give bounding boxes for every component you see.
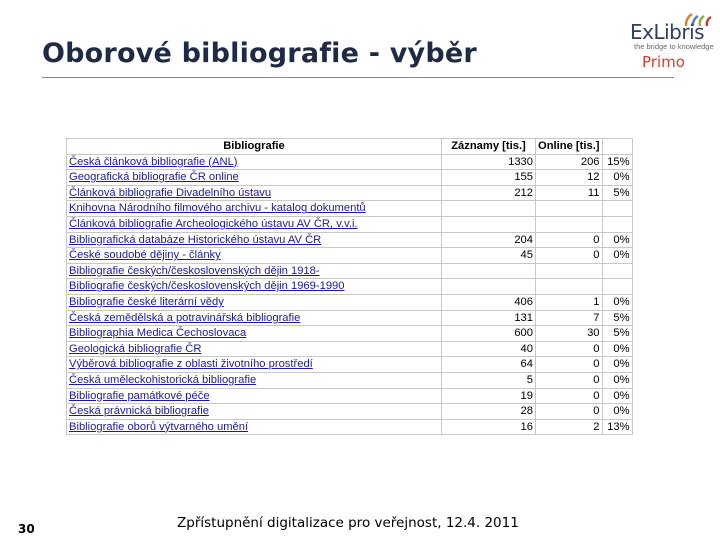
header-name: Bibliografie (67, 139, 442, 155)
bibliography-link[interactable]: České soudobé dějiny - články (67, 248, 442, 264)
online-cell: 0 (536, 372, 603, 388)
percent-cell (602, 201, 632, 217)
records-cell (442, 279, 536, 295)
online-cell: 0 (536, 341, 603, 357)
table-row (67, 216, 633, 232)
records-cell (442, 263, 536, 279)
table-row (67, 326, 633, 342)
online-cell: 0 (536, 404, 603, 420)
bibliography-table-wrapper (66, 138, 633, 435)
bibliography-link[interactable]: Česká zemědělská a potravinářská bibliografie (67, 310, 442, 326)
percent-cell: 5% (602, 185, 632, 201)
percent-cell: 5% (602, 310, 632, 326)
table-header-row (67, 139, 633, 155)
records-cell: 19 (442, 388, 536, 404)
table-row (67, 388, 633, 404)
logo-libris: Libris (653, 20, 705, 44)
percent-cell: 0% (602, 294, 632, 310)
percent-cell: 0% (602, 248, 632, 264)
records-cell: 5 (442, 372, 536, 388)
records-cell: 131 (442, 310, 536, 326)
bibliography-link[interactable]: Česká uměleckohistorická bibliografie (67, 372, 442, 388)
table-row (67, 263, 633, 279)
logo-tagline: the bridge to knowledge (634, 42, 714, 51)
online-cell: 0 (536, 232, 603, 248)
records-cell: 45 (442, 248, 536, 264)
percent-cell: 0% (602, 372, 632, 388)
percent-cell: 5% (602, 326, 632, 342)
percent-cell (602, 263, 632, 279)
bibliography-link[interactable]: Bibliografie českých/československých dějin 1969-1990 (67, 279, 442, 295)
logo-ex: Ex (630, 20, 654, 44)
table-row (67, 170, 633, 186)
online-cell: 7 (536, 310, 603, 326)
table-row (67, 185, 633, 201)
table-body (67, 154, 633, 435)
online-cell (536, 216, 603, 232)
online-cell: 206 (536, 154, 603, 170)
bibliography-link[interactable]: Článková bibliografie Archeologického ústavu AV ČR, v.v.i. (67, 216, 442, 232)
table-row (67, 201, 633, 217)
table-row (67, 357, 633, 373)
bibliography-table (66, 138, 633, 435)
records-cell: 155 (442, 170, 536, 186)
records-cell (442, 201, 536, 217)
bibliography-link[interactable]: Česká právnická bibliografie (67, 404, 442, 420)
table-row (67, 419, 633, 435)
bibliography-link[interactable]: Článková bibliografie Divadelního ústavu (67, 185, 442, 201)
online-cell: 12 (536, 170, 603, 186)
records-cell (442, 216, 536, 232)
records-cell: 204 (442, 232, 536, 248)
percent-cell: 0% (602, 341, 632, 357)
header-online: Online [tis.] (536, 139, 603, 155)
percent-cell: 0% (602, 388, 632, 404)
slide-title: Oborové bibliografie - výběr (42, 38, 477, 69)
online-cell: 2 (536, 419, 603, 435)
table-row (67, 232, 633, 248)
online-cell: 0 (536, 248, 603, 264)
page-number: 30 (18, 522, 35, 536)
logo-product-name: Primo (642, 53, 685, 71)
bibliography-link[interactable]: Výběrová bibliografie z oblasti životního prostředí (67, 357, 442, 373)
records-cell: 212 (442, 185, 536, 201)
online-cell: 1 (536, 294, 603, 310)
records-cell: 28 (442, 404, 536, 420)
online-cell: 30 (536, 326, 603, 342)
bibliography-link[interactable]: Geografická bibliografie ČR online (67, 170, 442, 186)
records-cell: 16 (442, 419, 536, 435)
slide-footer: Zpřístupnění digitalizace pro veřejnost, 12.4. 2011 (177, 515, 519, 531)
bibliography-link[interactable]: Geologická bibliografie ČR (67, 341, 442, 357)
table-row (67, 248, 633, 264)
online-cell (536, 201, 603, 217)
title-divider (42, 77, 674, 78)
online-cell (536, 263, 603, 279)
percent-cell: 0% (602, 170, 632, 186)
percent-cell (602, 216, 632, 232)
bibliography-link[interactable]: Knihovna Národního filmového archivu - katalog dokumentů (67, 201, 442, 217)
percent-cell (602, 279, 632, 295)
percent-cell: 15% (602, 154, 632, 170)
bibliography-link[interactable]: Bibliografie české literární vědy (67, 294, 442, 310)
table-row (67, 294, 633, 310)
table-row (67, 404, 633, 420)
bibliography-link[interactable]: Bibliographia Medica Čechoslovaca (67, 326, 442, 342)
percent-cell: 0% (602, 232, 632, 248)
records-cell: 1330 (442, 154, 536, 170)
header-records: Záznamy [tis.] (442, 139, 536, 155)
online-cell: 0 (536, 388, 603, 404)
percent-cell: 13% (602, 419, 632, 435)
online-cell: 11 (536, 185, 603, 201)
percent-cell: 0% (602, 357, 632, 373)
exlibris-primo-logo (622, 8, 716, 78)
table-row (67, 154, 633, 170)
records-cell: 64 (442, 357, 536, 373)
records-cell: 600 (442, 326, 536, 342)
bibliography-link[interactable]: Bibliografie českých/československých dějin 1918- (67, 263, 442, 279)
bibliography-link[interactable]: Bibliografie památkové péče (67, 388, 442, 404)
logo-wordmark (630, 20, 704, 44)
records-cell: 406 (442, 294, 536, 310)
percent-cell: 0% (602, 404, 632, 420)
bibliography-link[interactable]: Bibliografická databáze Historického ústavu AV ČR (67, 232, 442, 248)
table-row (67, 279, 633, 295)
table-row (67, 341, 633, 357)
table-row (67, 310, 633, 326)
bibliography-link[interactable]: Bibliografie oborů výtvarného umění (67, 419, 442, 435)
online-cell: 0 (536, 357, 603, 373)
online-cell (536, 279, 603, 295)
header-percent (602, 139, 632, 155)
table-row (67, 372, 633, 388)
bibliography-link[interactable]: Česká článková bibliografie (ANL) (67, 154, 442, 170)
records-cell: 40 (442, 341, 536, 357)
